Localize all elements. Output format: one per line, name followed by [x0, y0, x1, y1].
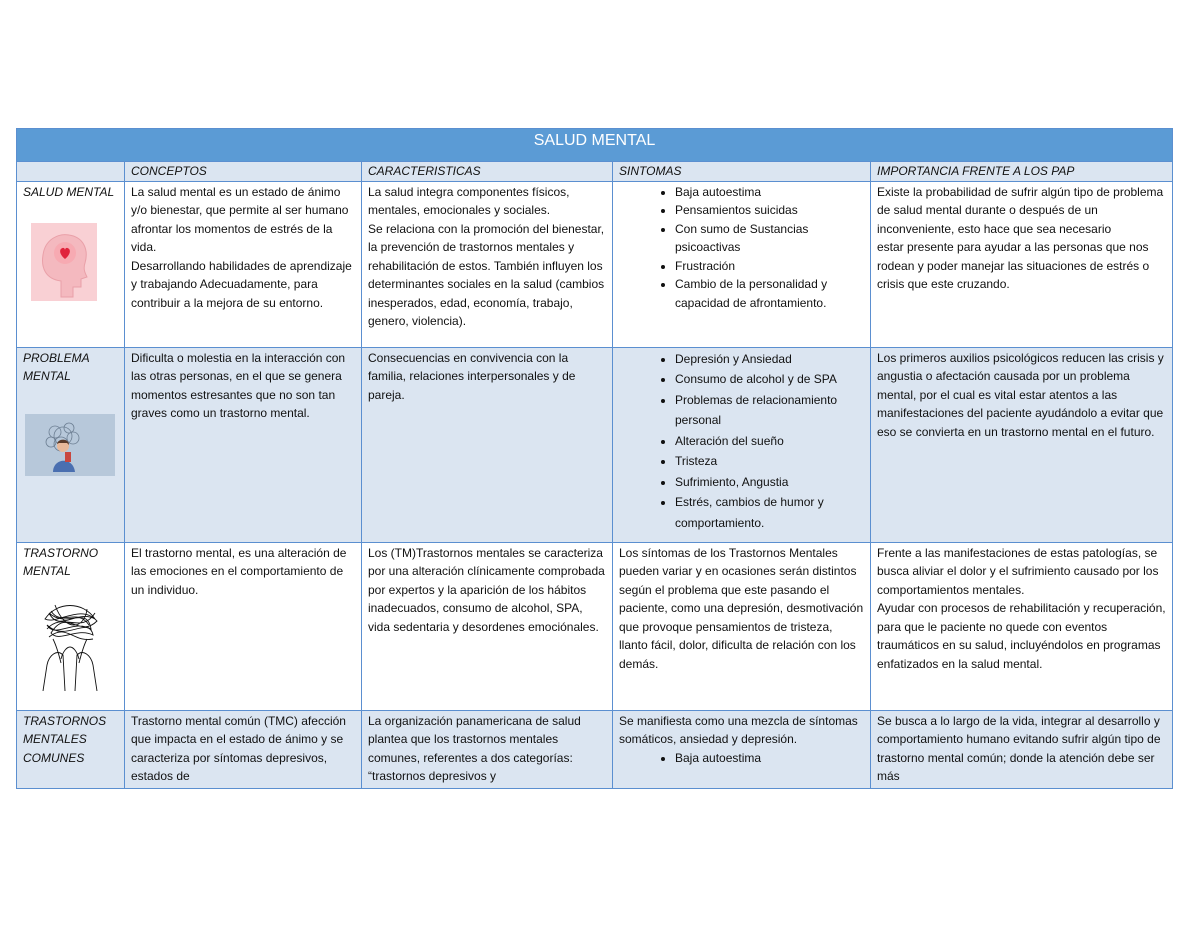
list-item: • Cambio de la personalidad y capacidad de afrontamiento.: [675, 275, 864, 312]
importancia-text: Se busca a lo largo de la vida, integrar al desarrollo y comportamiento humano evitando sufrir algún tipo de trastorno mental común; donde la atención debe ser más: [877, 713, 1161, 783]
list-item: • Consumo de alcohol y de SPA: [675, 369, 864, 390]
row-label: TRASTORNOS MENTALES COMUNES: [23, 713, 107, 765]
caracteristicas-cell: [362, 542, 613, 710]
table-row-trastornos-comunes: [17, 710, 1173, 788]
table-row-problema-mental: [17, 347, 1173, 542]
row-label: SALUD MENTAL: [23, 184, 115, 199]
row-label: PROBLEMA MENTAL: [23, 350, 90, 383]
list-item: • Con sumo de Sustancias psicoactivas: [675, 220, 864, 257]
list-item: • Estrés, cambios de humor y comportamiento.: [675, 492, 864, 533]
importancia-text: estar presente para ayudar a las personas que nos rodean y poder manejar las situaciones de estrés o crisis que este cruzando.: [877, 240, 1150, 291]
stressed-person-image: [25, 414, 115, 476]
caracteristicas-cell: [362, 710, 613, 788]
importancia-cell: [871, 347, 1173, 542]
list-item: • Sufrimiento, Angustia: [675, 472, 864, 493]
concepto-text: Dificulta o molestia en la interacción con las otras personas, en el que se genera momentos estresantes que no son tan graves como un trastorno mental.: [131, 350, 346, 420]
tangled-head-image: [37, 599, 103, 691]
sintomas-text: Los síntomas de los Trastornos Mentales pueden variar y en ocasiones serán distintos según el problema que este pasando el paciente, como una depresión, desmotivación que provoque pensamientos de tristeza, llanto fácil, dolor, dificulta de relación con los demás.: [619, 545, 864, 671]
concepto-text: La salud mental es un estado de ánimo y/o bienestar, que permite al ser humano afrontar los momentos de estrés de la vida.: [131, 184, 349, 254]
concepto-cell: [125, 181, 362, 347]
header-sintomas: SINTOMAS: [613, 162, 871, 182]
importancia-text: Los primeros auxilios psicológicos reducen las crisis y angustia o afectación causada por un problema mental, por el cual es vital estar atentos a las manifestaciones del paciente ayudándolo a evitar que eso se convierta en un trastorno mental en el futuro.: [877, 350, 1164, 439]
importancia-cell: [871, 542, 1173, 710]
header-row: [17, 162, 1173, 182]
sintomas-list: [619, 749, 864, 768]
row-label-cell: [17, 542, 125, 710]
row-label-cell: [17, 710, 125, 788]
header-empty: [17, 162, 125, 182]
header-caracteristicas: CARACTERISTICAS: [362, 162, 613, 182]
list-item: • Frustración: [675, 257, 864, 276]
sintomas-text: Se manifiesta como una mezcla de síntomas somáticos, ansiedad y depresión.: [619, 713, 858, 746]
row-label: TRASTORNO MENTAL: [23, 545, 99, 578]
importancia-cell: [871, 181, 1173, 347]
sintomas-list: [619, 183, 864, 313]
row-label-cell: [17, 181, 125, 347]
list-item: • Baja autoestima: [675, 183, 864, 202]
list-item: • Pensamientos suicidas: [675, 201, 864, 220]
importancia-text: Frente a las manifestaciones de estas patologías, se busca aliviar el dolor y el sufrimiento causado por los comportamientos mentales.: [877, 545, 1159, 597]
caracteristicas-text: Los (TM)Trastornos mentales se caracteriza por una alteración clínicamente comprobada por expertos y la aparición de los hábitos inadecuados, consumo de alcohol, SPA, vida sedentaria y desordenes emociónales.: [368, 545, 605, 634]
list-item: • Alteración del sueño: [675, 431, 864, 452]
caracteristicas-text: La organización panamericana de salud plantea que los trastornos mentales comunes, referentes a dos categorías: “trastornos depresivos y: [368, 713, 581, 783]
table-row-trastorno-mental: [17, 542, 1173, 710]
list-item: • Problemas de relacionamiento personal: [675, 390, 864, 431]
list-item: • Baja autoestima: [675, 749, 864, 768]
header-importancia: IMPORTANCIA FRENTE A LOS PAP: [871, 162, 1173, 182]
importancia-text: Existe la probabilidad de sufrir algún tipo de problema de salud mental durante o después de un inconveniente, esto hace que sea necesario: [877, 184, 1164, 236]
concepto-text: Desarrollando habilidades de aprendizaje y trabajando Adecuadamente, para contribuir a la mejora de su entorno.: [131, 258, 352, 310]
table-row-salud-mental: [17, 181, 1173, 347]
importancia-cell: [871, 710, 1173, 788]
sintomas-cell: [613, 710, 871, 788]
concepto-text: Trastorno mental común (TMC) afección que impacta en el estado de ánimo y se caracteriza por síntomas depresivos, estados de: [131, 713, 346, 783]
row-label-cell: [17, 347, 125, 542]
salud-mental-table: [16, 128, 1173, 789]
importancia-text: Ayudar con procesos de rehabilitación y recuperación, para que le paciente no quede con eventos traumáticos en su salud, incluyéndolos en programas enfatizados en la salud mental.: [877, 601, 1166, 671]
sintomas-cell: [613, 347, 871, 542]
concepto-text: El trastorno mental, es una alteración de las emociones en el comportamiento de un individuo.: [131, 545, 347, 597]
caracteristicas-text: Se relaciona con la promoción del bienestar, la prevención de trastornos mentales y rehabilitación de estos. También influyen los determinantes sociales en la salud (cambios inesperados, edad, economía, trabajo, genero, violencia).: [368, 221, 605, 328]
mind-heart-image: [31, 223, 97, 301]
caracteristicas-text: La salud integra componentes físicos, mentales, emocionales y sociales.: [368, 184, 570, 217]
concepto-cell: [125, 710, 362, 788]
caracteristicas-text: Consecuencias en convivencia con la familia, relaciones interpersonales y de pareja.: [368, 350, 576, 402]
sintomas-list: [619, 349, 864, 534]
sintomas-cell: [613, 181, 871, 347]
caracteristicas-cell: [362, 181, 613, 347]
list-item: • Depresión y Ansiedad: [675, 349, 864, 370]
caracteristicas-cell: [362, 347, 613, 542]
concepto-cell: [125, 347, 362, 542]
sintomas-cell: [613, 542, 871, 710]
table-title: SALUD MENTAL: [17, 129, 1173, 162]
concepto-cell: [125, 542, 362, 710]
header-conceptos: CONCEPTOS: [125, 162, 362, 182]
list-item: • Tristeza: [675, 451, 864, 472]
